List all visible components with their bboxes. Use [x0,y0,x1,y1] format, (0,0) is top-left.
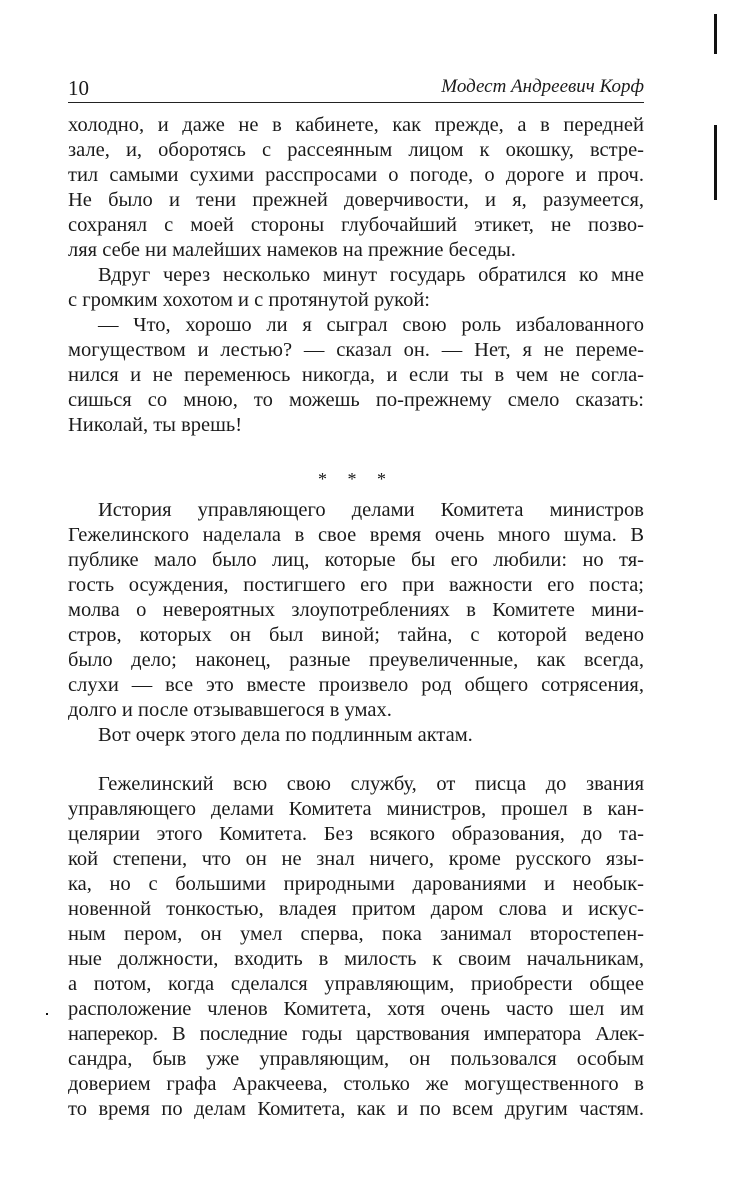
text-line: ляя себе ни малейших намеков на прежние беседы. [68,239,516,261]
text-line: сохранял с моей стороны глубочайший этикет, не позво- [68,214,644,236]
page-header [68,74,644,103]
text-line: Гежелинского наделала в свое время очень много шума. В [68,524,644,546]
text-line: стров, которых он был виной; тайна, с которой ведено [68,624,644,646]
body-text [68,113,644,1122]
text-line: зале, и, оборотясь с рассеянным лицом к окошку, встре- [68,139,644,161]
text-line: — Что, хорошо ли я сыграл свою роль избалованного [98,314,644,336]
text-line: было дело; наконец, разные преувеличенные, как всегда, [68,649,644,671]
text-line: сишься со мною, то можешь по-прежнему смело сказать: [68,389,644,411]
text-line: кой степени, что он не знал ничего, кроме русского язы- [68,848,644,870]
text-line: ным пером, он умел сперва, пока занимал второстепен- [68,923,644,945]
text-line: ка, но с большими природными дарованиями и необык- [68,873,644,895]
text-line: сандра, быв уже управляющим, он пользовался особым [68,1048,644,1070]
section-gap [68,438,644,466]
text-line: Вот очерк этого дела по подлинным актам. [98,724,473,746]
text-line: целярии этого Комитета. Без всякого образования, до та- [68,823,644,845]
text-line: молва о невероятных злоупотреблениях в Комитете мини- [68,599,644,621]
text-line: то время по делам Комитета, как и по всем другим частям. [68,1098,644,1120]
text-line: История управляющего делами Комитета министров [98,499,644,521]
text-line: долго и после отзывавшегося в умах. [68,699,392,721]
section-separator: * * * [318,469,394,489]
scan-edge-mark [714,14,717,54]
page-number: 10 [68,76,89,100]
text-line: наперекор. В последние годы царствования императора Алек- [68,1023,644,1045]
text-line: расположение членов Комитета, хотя очень часто шел им [68,998,644,1020]
text-line: Гежелинский всю свою службу, от писца до звания [98,773,644,795]
text-line: могуществом и лестью? — сказал он. — Нет, я не переме- [68,339,644,361]
text-line: ные должности, входить в милость к своим начальникам, [68,948,644,970]
text-line: Не было и тени прежней доверчивости, и я, разумеется, [68,189,644,211]
text-line: тил самыми сухими расспросами о погоде, о дороге и проч. [68,164,644,186]
text-line: холодно, и даже не в кабинете, как прежде, а в передней [68,114,644,136]
text-line: новенной тонкостью, владея притом даром слова и искус- [68,898,644,920]
text-line: публике мало было лиц, которые бы его любили: но тя- [68,549,644,571]
text-line: с громким хохотом и с протянутой рукой: [68,289,431,311]
running-title: Модест Андреевич Корф [441,76,644,97]
text-line: слухи — все это вместе произвело род общего сотрясения, [68,674,644,696]
text-line: Николай, ты врешь! [68,414,243,436]
text-line: Вдруг через несколько минут государь обратился ко мне [98,264,644,286]
text-line: доверием графа Аракчеева, столько же могущественного в [68,1073,644,1095]
text-line: гость осуждения, постигшего его при важности его поста; [68,574,644,596]
text-line: управляющего делами Комитета министров, прошел в кан- [68,798,644,820]
paragraph-gap [68,748,644,772]
scan-dust-mark [46,1013,48,1015]
text-line: нился и не переменюсь никогда, и если ты в чем не согла- [68,364,644,386]
text-line: а потом, когда сделался управляющим, приобрести общее [68,973,644,995]
scan-edge-mark [714,125,717,200]
